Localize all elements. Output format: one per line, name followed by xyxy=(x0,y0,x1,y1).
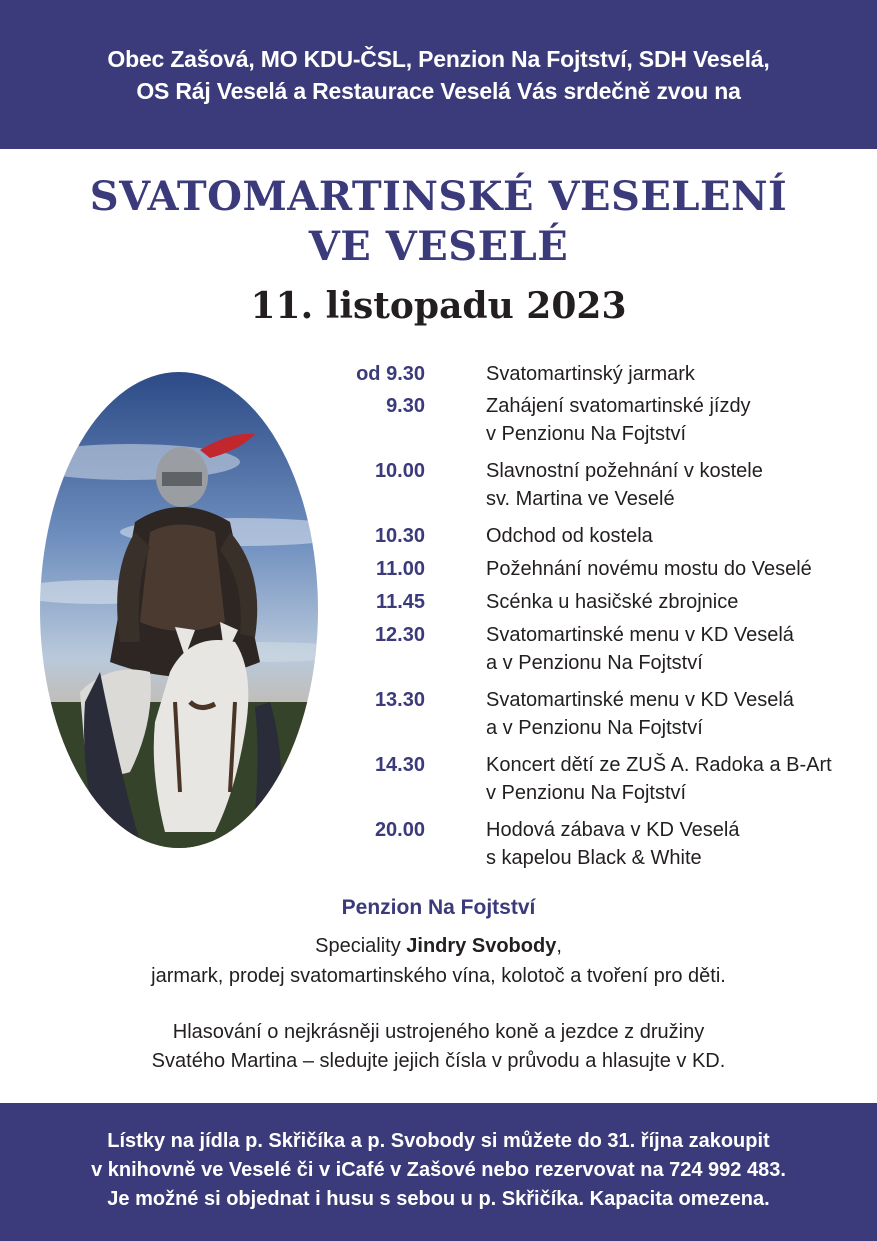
header-band xyxy=(0,0,877,149)
voting-line-1: Hlasování o nejkrásněji ustrojeného koně a jezdce z družiny xyxy=(172,1021,705,1043)
schedule-time: 10.30 xyxy=(374,525,425,547)
schedule-description-line: Odchod od kostela xyxy=(486,525,653,547)
schedule-description-line: v Penzionu Na Fojtství xyxy=(486,423,687,445)
schedule-description-line: Zahájení svatomartinské jízdy xyxy=(486,395,751,417)
schedule-time: 13.30 xyxy=(374,689,425,711)
footer-band xyxy=(0,1103,877,1241)
schedule-description xyxy=(486,816,876,872)
schedule-description xyxy=(486,522,876,550)
schedule-time: 10.00 xyxy=(374,460,425,482)
schedule-description-line: Svatomartinské menu v KD Veselá xyxy=(486,689,794,711)
schedule-description-line: a v Penzionu Na Fojtství xyxy=(486,717,703,739)
schedule-description xyxy=(486,457,876,513)
schedule-description xyxy=(486,621,876,677)
schedule-description-line: s kapelou Black & White xyxy=(486,847,702,869)
voting-line-2: Svatého Martina – sledujte jejich čísla v průvodu a hlasujte v KD. xyxy=(151,1050,726,1072)
specialty-suffix: , xyxy=(556,935,562,957)
footer-line-3: Je možné si objednat i husu s sebou u p. Skřičíka. Kapacita omezena. xyxy=(107,1188,770,1210)
schedule-time: 9.30 xyxy=(386,395,425,417)
schedule-description-line: Požehnání novému mostu do Veselé xyxy=(486,558,812,580)
schedule-time: 20.00 xyxy=(374,819,425,841)
schedule-description-line: v Penzionu Na Fojtství xyxy=(486,782,687,804)
event-date: 11. listopadu 2023 xyxy=(250,285,627,327)
schedule-description xyxy=(486,588,876,616)
penzion-title: Penzion Na Fojtství xyxy=(341,896,536,919)
schedule-time: od 9.30 xyxy=(356,363,425,385)
header-line-2: OS Ráj Veselá a Restaurace Veselá Vás srdečně zvou na xyxy=(136,78,741,104)
header-line-1: Obec Zašová, MO KDU-ČSL, Penzion Na Fojtství, SDH Veselá, xyxy=(107,46,770,72)
specialty-prefix: Speciality xyxy=(315,935,407,957)
footer-line-1: Lístky na jídla p. Skřičíka a p. Svobody si můžete do 31. října zakoupit xyxy=(107,1130,770,1152)
schedule-description-line: Koncert dětí ze ZUŠ A. Radoka a B-Art xyxy=(486,754,832,776)
event-title-line-1: SVATOMARTINSKÉ VESELENÍ xyxy=(89,173,788,220)
schedule-description xyxy=(486,555,876,583)
schedule-description xyxy=(486,360,876,388)
schedule-description-line: Svatomartinský jarmark xyxy=(486,363,695,385)
schedule-description-line: Svatomartinské menu v KD Veselá xyxy=(486,624,794,646)
schedule-time: 14.30 xyxy=(374,754,425,776)
knight-on-horse-photo xyxy=(40,372,318,848)
specialty-chef-name: Jindry Svobody xyxy=(406,935,557,957)
schedule-description-line: Hodová zábava v KD Veselá xyxy=(486,819,740,841)
penzion-specialty xyxy=(0,932,877,960)
schedule-description-line: Slavnostní požehnání v kostele xyxy=(486,460,763,482)
schedule-time: 11.45 xyxy=(376,591,425,613)
event-title-line-2: VE VESELÉ xyxy=(308,223,569,270)
schedule-description xyxy=(486,751,876,807)
schedule-time: 11.00 xyxy=(376,558,425,580)
schedule-description-line: a v Penzionu Na Fojtství xyxy=(486,652,703,674)
schedule-description-line: Scénka u hasičské zbrojnice xyxy=(486,591,739,613)
schedule-time: 12.30 xyxy=(374,624,425,646)
footer-line-2: v knihovně ve Veselé či v iCafé v Zašové nebo rezervovat na 724 992 483. xyxy=(91,1159,786,1181)
penzion-activities: jarmark, prodej svatomartinského vína, kolotoč a tvoření pro děti. xyxy=(151,965,726,987)
schedule-description xyxy=(486,686,876,742)
schedule-description-line: sv. Martina ve Veselé xyxy=(486,488,675,510)
schedule-description xyxy=(486,392,876,448)
